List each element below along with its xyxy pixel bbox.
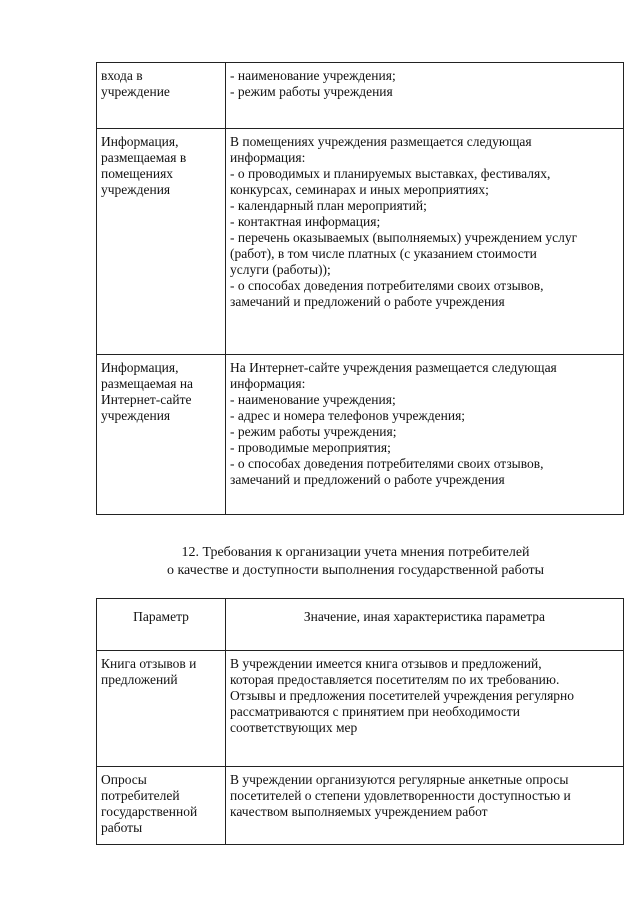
param-cell: Книга отзывов и предложений xyxy=(97,651,226,767)
value-cell: На Интернет-сайте учреждения размещается следующая информация: - наименование учреждения; - адрес и номера телефонов учреждения; - режим работы учреждения; - проводимые мероприятия; - о способах доведения потребителями своих отзывов, замечаний и предложений о работе учреждения xyxy=(226,355,624,515)
value-cell: В учреждении организуются регулярные анкетные опросы посетителей о степени удовлетворенности доступностью и качеством выполняемых учреждением работ xyxy=(226,767,624,845)
table-header-row xyxy=(97,599,624,651)
param-cell: входа в учреждение xyxy=(97,63,226,129)
param-cell: Опросы потребителей государственной работы xyxy=(97,767,226,845)
table-row xyxy=(97,355,624,515)
info-table xyxy=(96,62,624,515)
header-value: Значение, иная характеристика параметра xyxy=(226,599,624,651)
table-row xyxy=(97,63,624,129)
param-cell: Информация, размещаемая в помещениях учреждения xyxy=(97,129,226,355)
table-row xyxy=(97,129,624,355)
value-cell: В помещениях учреждения размещается следующая информация: - о проводимых и планируемых выставках, фестивалях, конкурсах, семинарах и иных мероприятиях; - календарный план мероприятий; - контактная информация; - перечень оказываемых (выполняемых) учреждением услуг (работ), в том числе платных (с указанием стоимости услуги (работы)); - о способах доведения потребителями своих отзывов, замечаний и предложений о работе учреждения xyxy=(226,129,624,355)
section-title: 12. Требования к организации учета мнения потребителей о качестве и доступности выполнения государственной работы xyxy=(166,545,545,578)
table-row xyxy=(97,767,624,845)
param-cell: Информация, размещаемая на Интернет-сайте учреждения xyxy=(97,355,226,515)
value-cell: - наименование учреждения; - режим работы учреждения xyxy=(226,63,624,129)
header-param: Параметр xyxy=(97,599,226,651)
feedback-table xyxy=(96,598,624,845)
table-row xyxy=(97,651,624,767)
value-cell: В учреждении имеется книга отзывов и предложений, которая предоставляется посетителям по их требованию. Отзывы и предложения посетителей учреждения регулярно рассматриваются с принятием при необходимости соответствующих мер xyxy=(226,651,624,767)
